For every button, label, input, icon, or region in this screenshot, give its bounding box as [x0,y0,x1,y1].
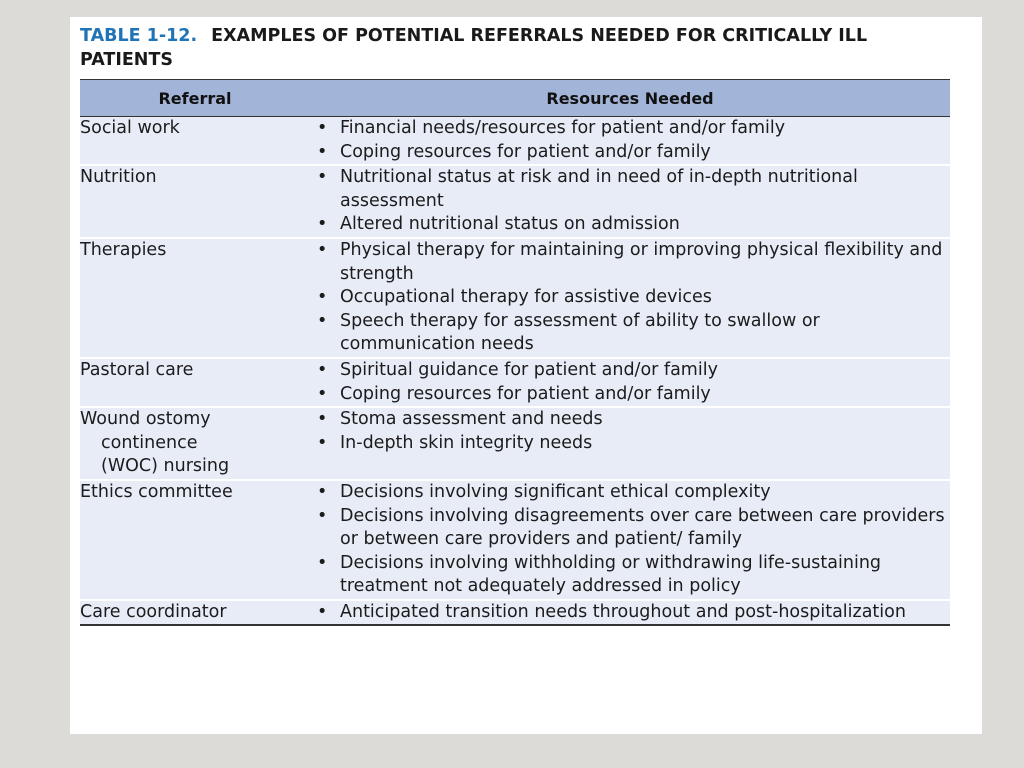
resource-item: • Stoma assessment and needs [310,408,950,432]
resource-item: • Nutritional status at risk and in need of in-depth nutritional assessment [310,166,950,213]
resources-list [310,166,950,237]
referral-text: Social work [80,118,180,138]
referral-cell [80,407,310,480]
table-row [80,358,950,407]
resource-item: • Speech therapy for assessment of ability to swallow or communication needs [310,310,950,357]
resources-list [310,601,950,625]
resources-cell [310,407,950,480]
table-body [80,117,950,626]
resources-list [310,408,950,455]
resource-item: • Physical therapy for maintaining or improving physical flexibility and strength [310,239,950,286]
table-header-row [80,80,950,117]
referral-text: Nutrition [80,167,157,188]
referral-cell [80,600,310,626]
resource-item: • In-depth skin integrity needs [310,432,950,456]
referral-text: Ethics committee [80,481,233,502]
resource-item: • Financial needs/resources for patient and/or family [310,117,950,141]
referral-text: continence [101,432,198,453]
referral-text: Wound ostomy [80,409,211,430]
resource-item: • Coping resources for patient and/or family [310,141,950,165]
resources-cell [310,238,950,358]
resources-cell [310,165,950,238]
table-caption [80,24,940,72]
table-number: TABLE 1-12. [80,26,198,46]
referral-cell [80,238,310,358]
table-sheet [70,17,982,734]
resources-cell [310,480,950,600]
resources-cell [310,358,950,407]
referral-cell [80,480,310,600]
referrals-table [80,79,950,626]
referral-cell [80,165,310,238]
resource-item: • Decisions involving withholding or withdrawing life-sustaining treatment not adequately addressed in policy [310,552,950,599]
resources-list [310,359,950,406]
header-resources-needed: Resources Needed [546,88,714,108]
referral-text: Pastoral care [80,359,194,380]
table-row [80,480,950,600]
resource-item: • Decisions involving significant ethical complexity [310,481,950,505]
resources-list [310,117,950,164]
resources-list [310,481,950,599]
resource-item: • Altered nutritional status on admission [310,213,950,237]
referral-text: (WOC) nursing [101,456,230,477]
table-title: EXAMPLES OF POTENTIAL REFERRALS NEEDED FOR CRITICALLY ILL PATIENTS [80,26,868,70]
header-referral: Referral [158,88,232,108]
referral-cell [80,117,310,166]
referral-cell [80,358,310,407]
referral-text: Therapies [80,239,167,260]
resource-item: • Decisions involving disagreements over care between care providers or between care providers and patient/ family [310,505,950,552]
table-row [80,165,950,238]
resources-cell [310,600,950,626]
resource-item: • Anticipated transition needs throughout and post-hospitalization [310,601,950,625]
resource-item: • Coping resources for patient and/or family [310,383,950,407]
table-row [80,407,950,480]
referral-text: Care coordinator [80,601,227,622]
resources-list [310,239,950,357]
table-row [80,117,950,166]
table-row [80,238,950,358]
resource-item: • Occupational therapy for assistive devices [310,286,950,310]
resources-cell [310,117,950,166]
table-row [80,600,950,626]
resource-item: • Spiritual guidance for patient and/or family [310,359,950,383]
